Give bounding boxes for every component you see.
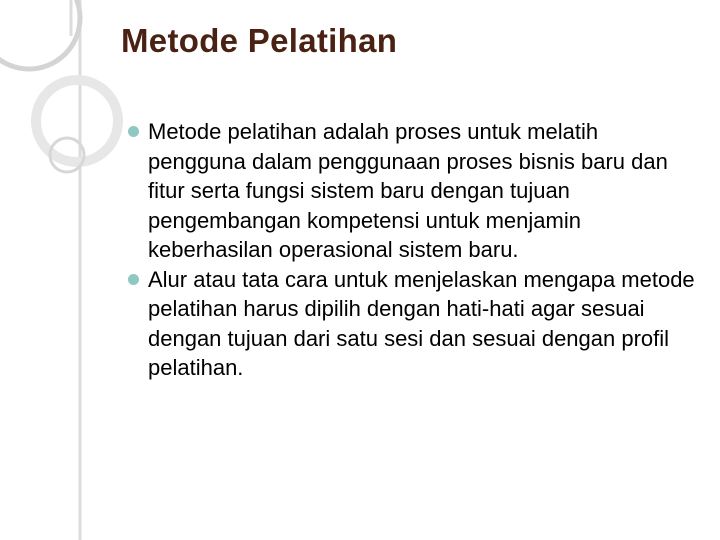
bullet-icon [128,126,139,137]
slide-title: Metode Pelatihan [121,22,398,59]
bullet-item [127,117,697,265]
bullet-text: Metode pelatihan adalah proses untuk melatih pengguna dalam penggunaan proses bisnis baru dan fitur serta fungsi sistem baru dengan tujuan pengembangan kompetensi untuk menjamin keberhasilan operasional sistem baru. [148,119,668,262]
bullet-list [127,117,697,383]
bullet-text: Alur atau tata cara untuk menjelaskan mengapa metode pelatihan harus dipilih dengan hati-hati agar sesuai dengan tujuan dari satu sesi dan sesuai dengan profil pelatihan. [148,266,695,380]
decorative-ring-large [0,0,80,69]
decorative-rings [0,0,130,540]
bullet-item [127,265,697,383]
decorative-ring-medium [36,80,118,162]
bullet-icon [128,274,139,285]
